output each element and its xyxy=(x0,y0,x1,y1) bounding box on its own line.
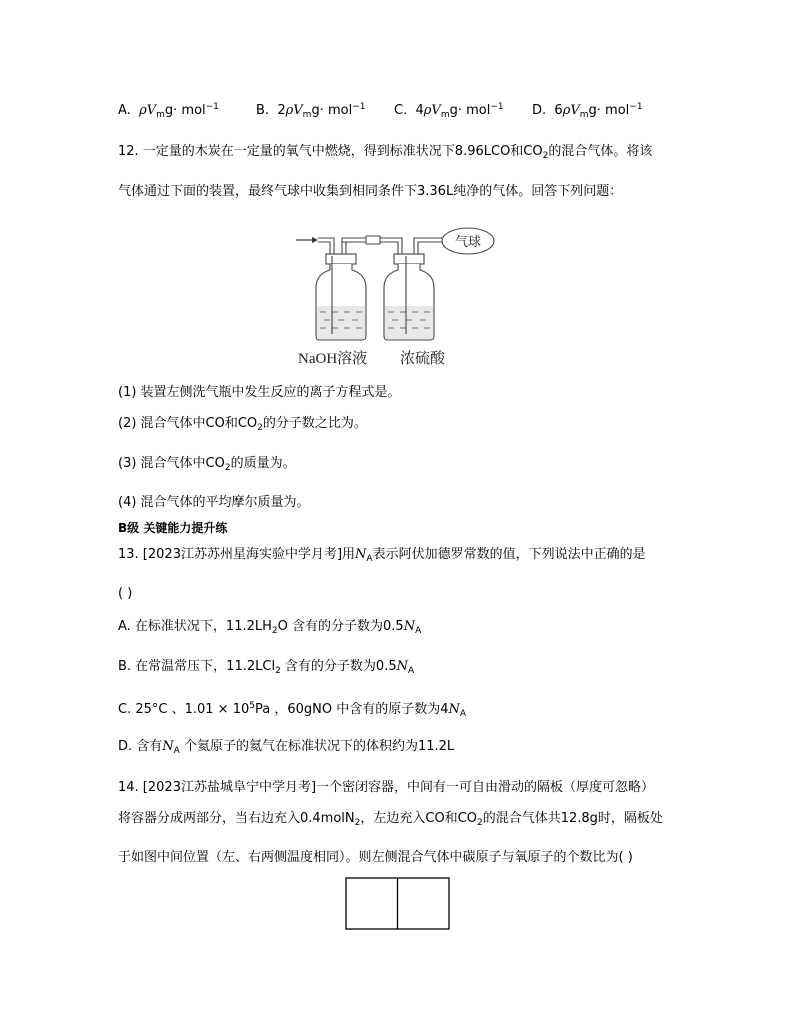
q12-stem-line2: 气体通过下面的装置，最终气球中收集到相同条件下3.36L纯净的气体。回答下列问题： xyxy=(118,184,623,199)
q11-option-a: A. $\rho V_mg\cdot mol^{-1}$ xyxy=(118,102,219,120)
q12-subquestion-2: (2) 混合气体中CO和$CO_2$的分子数之比为。 xyxy=(118,416,367,433)
q13-option-c: C. 25°C 、$1.01 \times 10^5Pa$ ，60gNO 中含有的原子数为$4N_A$ xyxy=(118,701,467,719)
q11-option-b: B. $2\rho V_mg\cdot mol^{-1}$ xyxy=(256,102,366,120)
gas-washing-apparatus-figure xyxy=(294,226,514,372)
balloon-label: 气球 xyxy=(454,235,482,250)
q13-bracket: ( ) xyxy=(118,586,133,601)
q14-stem-line1: 14. [2023江苏盐城阜宁中学月考]一个密闭容器，中间有一可自由滑动的隔板（厚度可忽略） xyxy=(118,780,655,795)
q13-option-b: B. 在常温常压下，11.2LCl$_2$ 含有的分子数为$0.5N_A$ xyxy=(118,659,415,676)
section-b-heading: B级 关键能力提升练 xyxy=(118,521,228,535)
q11-option-c: C. $4\rho V_mg\cdot mol^{-1}$ xyxy=(394,102,504,120)
sulfuric-acid-label: 浓硫酸 xyxy=(400,351,446,367)
naoh-label: NaOH溶液 xyxy=(298,351,368,367)
q13-option-d: D. 含有$N_A$ 个氦原子的氦气在标准状况下的体积约为11.2L xyxy=(118,739,455,756)
container-partition-figure xyxy=(345,877,451,931)
q13-stem: 13. [2023江苏苏州星海实验中学月考]用$N_A$表示阿伏加德罗常数的值，下列说法中正确的是 xyxy=(118,547,646,564)
q11-option-d: D. $6\rho V_mg\cdot mol^{-1}$ xyxy=(532,102,643,120)
q13-option-a: A. 在标准状况下，$11.2LH_2O$ 含有的分子数为$0.5N_A$ xyxy=(118,619,422,636)
q12-subquestion-1: (1) 装置左侧洗气瓶中发生反应的离子方程式是。 xyxy=(118,385,401,400)
q12-subquestion-3: (3) 混合气体中$CO_2$的质量为。 xyxy=(118,456,296,473)
q12-subquestion-4: (4) 混合气体的平均摩尔质量为。 xyxy=(118,495,310,510)
q14-stem-line3: 于如图中间位置（左、右两侧温度相同）。则左侧混合气体中碳原子与氧原子的个数比为( ) xyxy=(118,850,633,865)
q12-stem-line1: 12. 一定量的木炭在一定量的氧气中燃烧，得到标准状况下8.96LCO和$CO_2$的混合气体。将该 xyxy=(118,144,653,161)
q14-stem-line2: 将容器分成两部分，当右边充入0.4molN$_2$，左边充入CO和$CO_2$的混合气体共12.8g时，隔板处 xyxy=(118,811,663,828)
